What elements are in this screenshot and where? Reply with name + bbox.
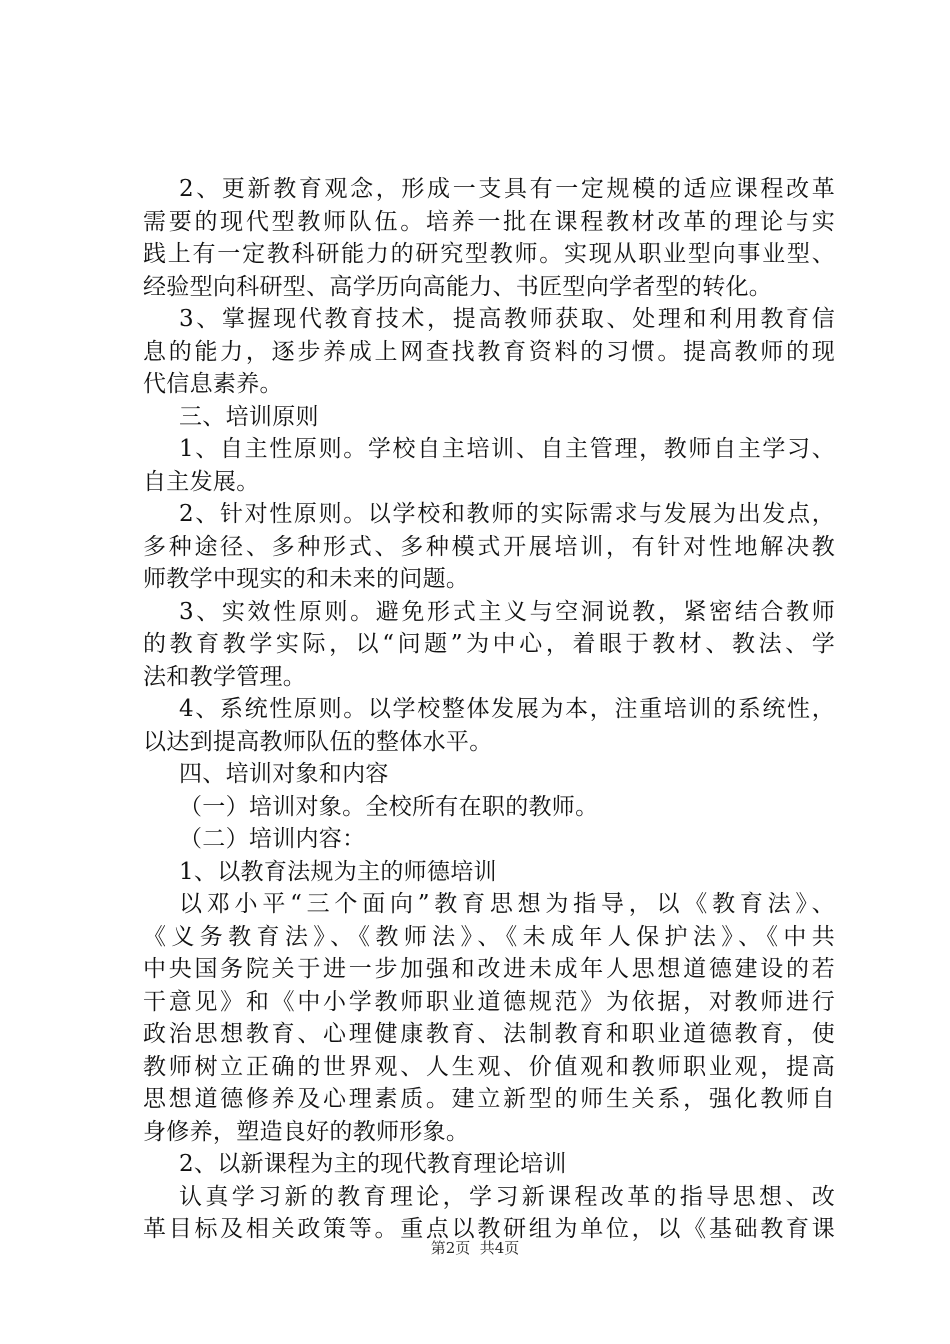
text-line: 身修养，塑造良好的教师形象。 xyxy=(143,1118,470,1145)
text-line: 干意见》和《中小学教师职业道德规范》为依据，对教师进行 xyxy=(143,988,835,1015)
text-line: 经验型向科研型、高学历向高能力、书匠型向学者型的转化。 xyxy=(143,273,773,300)
text-line: 息的能力，逐步养成上网查找教育资料的习惯。提高教师的现 xyxy=(143,338,835,365)
document-body xyxy=(143,173,835,1246)
text-line: 政治思想教育、心理健康教育、法制教育和职业道德教育，使 xyxy=(143,1021,835,1047)
text-line: 代信息素养。 xyxy=(143,371,283,397)
text-line: 自主发展。 xyxy=(143,468,260,495)
text-line: 思想道德修养及心理素质。建立新型的师生关系，强化教师自 xyxy=(143,1086,835,1112)
text-line: 三、培训原则 xyxy=(179,403,319,430)
text-line: 践上有一定教科研能力的研究型教师。实现从职业型向事业型、 xyxy=(143,241,835,267)
text-line: 革目标及相关政策等。重点以教研组为单位，以《基础教育课 xyxy=(143,1216,835,1242)
text-line: （二）培训内容： xyxy=(179,826,366,852)
text-line: 需要的现代型教师队伍。培养一批在课程教材改革的理论与实 xyxy=(143,208,835,235)
text-line: 中央国务院关于进一步加强和改进未成年人思想道德建设的若 xyxy=(143,956,835,982)
text-line: 1、以教育法规为主的师德培训 xyxy=(179,858,497,885)
text-line: 1、自主性原则。学校自主培训、自主管理，教师自主学习、 xyxy=(179,436,835,462)
text-line: 2、针对性原则。以学校和教师的实际需求与发展为出发点， xyxy=(179,501,835,527)
text-line: 4、系统性原则。以学校整体发展为本，注重培训的系统性， xyxy=(179,696,835,722)
text-line: 四、培训对象和内容 xyxy=(179,761,389,787)
text-line: 的教育教学实际，以“问题”为中心，着眼于教材、教法、学 xyxy=(143,631,835,657)
text-line: 2、更新教育观念，形成一支具有一定规模的适应课程改革 xyxy=(179,176,835,202)
text-line: 教师树立正确的世界观、人生观、价值观和教师职业观，提高 xyxy=(143,1053,835,1080)
page-footer xyxy=(0,1238,950,1258)
text-line: 《义务教育法》、《教师法》、《未成年人保护法》、《中共 xyxy=(143,923,835,950)
text-line: 3、掌握现代教育技术，提高教师获取、处理和利用教育信 xyxy=(179,306,835,332)
text-line: 以达到提高教师队伍的整体水平。 xyxy=(143,728,493,755)
text-line: 以邓小平“三个面向”教育思想为指导，以《教育法》、 xyxy=(179,891,835,917)
text-line: （一）培训对象。全校所有在职的教师。 xyxy=(179,793,599,820)
text-line: 多种途径、多种形式、多种模式开展培训，有针对性地解决教 xyxy=(143,533,835,560)
text-line: 认真学习新的教育理论，学习新课程改革的指导思想、改 xyxy=(179,1183,835,1210)
text-line: 法和教学管理。 xyxy=(143,663,307,690)
text-line: 3、实效性原则。避免形式主义与空洞说教，紧密结合教师 xyxy=(179,598,835,625)
text-line: 2、以新课程为主的现代教育理论培训 xyxy=(179,1151,567,1177)
text-line: 师教学中现实的和未来的问题。 xyxy=(143,566,470,592)
page-number-label: 第2页 共4页 xyxy=(430,1239,520,1257)
